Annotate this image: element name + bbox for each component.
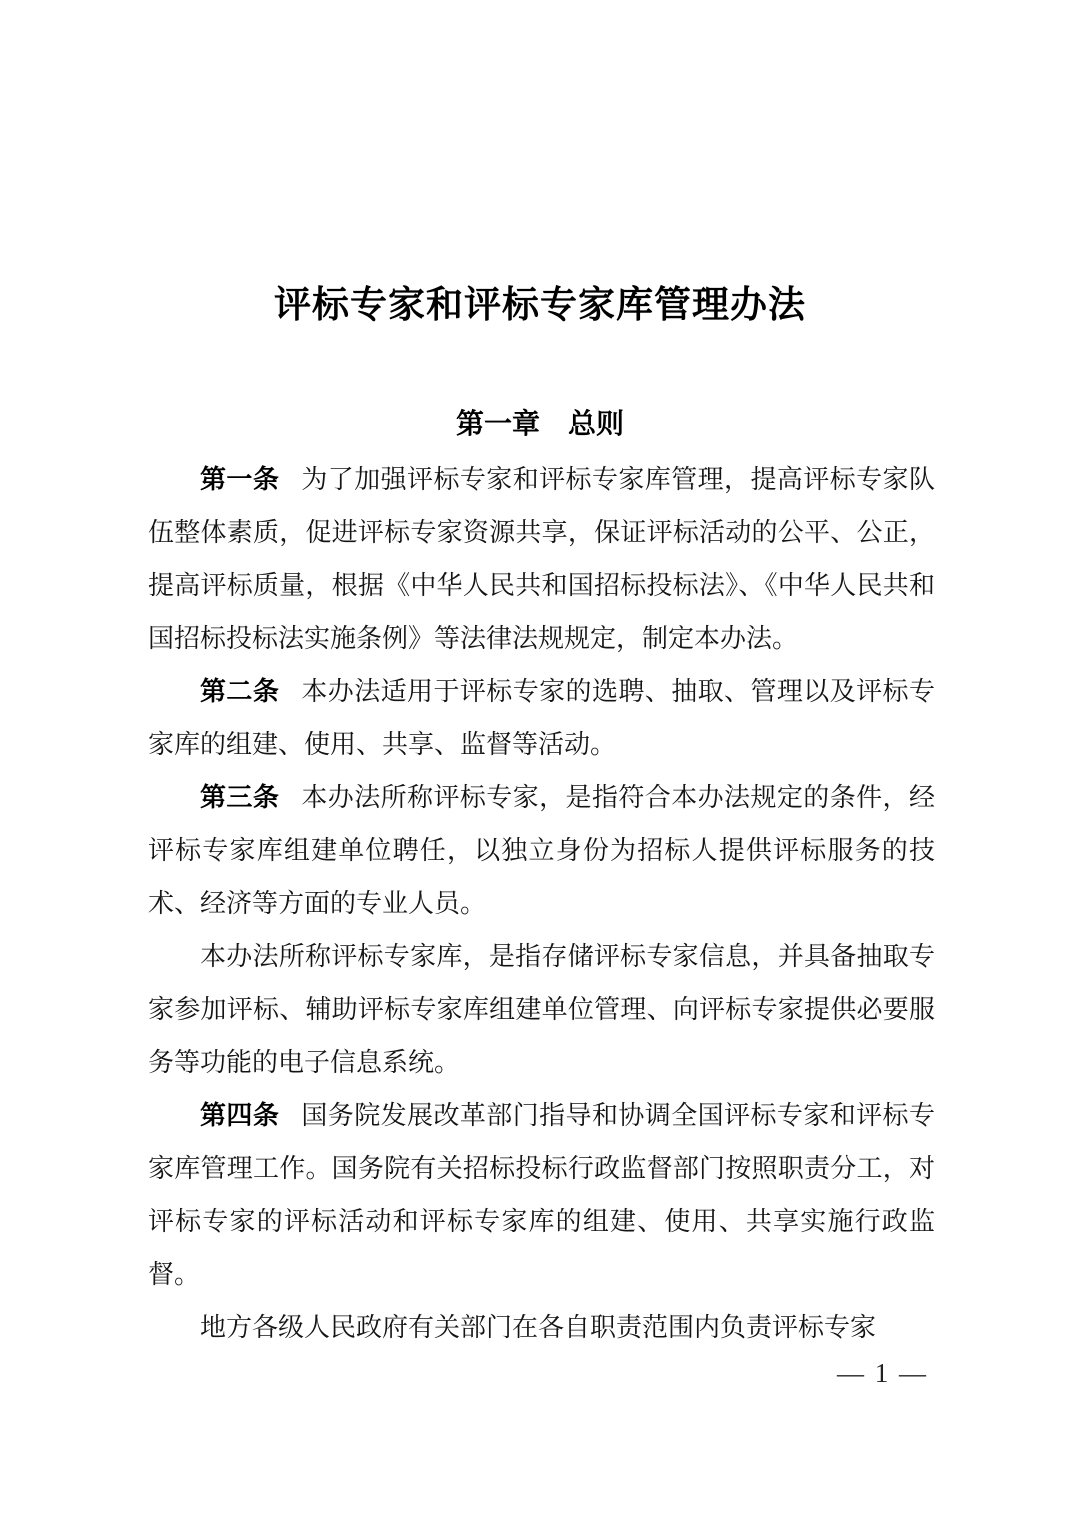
article-number: 第二条 bbox=[200, 676, 280, 706]
paragraph-text: 国务院发展改革部门指导和协调全国评标专家和评标专家库管理工作。国务院有关招标投标行政监督部门按照职责分工，对评标专家的评标活动和评标专家库的组建、使用、共享实施行政监督。 bbox=[148, 1101, 935, 1289]
paragraph-text: 为了加强评标专家和评标专家库管理，提高评标专家队伍整体素质，促进评标专家资源共享，保证评标活动的公平、公正，提高评标质量，根据《中华人民共和国招标投标法》、《中华人民共和国招标投标法实施条例》等法律法规规定，制定本办法。 bbox=[148, 465, 935, 653]
paragraph-text: 地方各级人民政府有关部门在各自职责范围内负责评标专家 bbox=[200, 1313, 877, 1342]
article-number: 第一条 bbox=[200, 464, 280, 494]
article-number: 第四条 bbox=[200, 1100, 280, 1130]
paragraph-article-1 bbox=[148, 453, 935, 665]
paragraph-article-2 bbox=[148, 665, 935, 771]
paragraph-text: 本办法所称评标专家，是指符合本办法规定的条件，经评标专家库组建单位聘任，以独立身份为招标人提供评标服务的技术、经济等方面的专业人员。 bbox=[148, 783, 935, 918]
document-body bbox=[148, 453, 935, 1354]
article-number: 第三条 bbox=[200, 782, 280, 812]
document-title: 评标专家和评标专家库管理办法 bbox=[274, 285, 806, 326]
paragraph-article-4 bbox=[148, 1089, 935, 1301]
page-number: — 1 — bbox=[837, 1358, 928, 1388]
paragraph-article-4-continued bbox=[148, 1301, 935, 1354]
paragraph-text: 本办法所称评标专家库，是指存储评标专家信息，并具备抽取专家参加评标、辅助评标专家库组建单位管理、向评标专家提供必要服务等功能的电子信息系统。 bbox=[148, 942, 935, 1077]
paragraph-text: 本办法适用于评标专家的选聘、抽取、管理以及评标专家库的组建、使用、共享、监督等活动。 bbox=[148, 677, 935, 759]
paragraph-article-3-continued bbox=[148, 930, 935, 1089]
chapter-heading: 第一章 总则 bbox=[455, 408, 624, 439]
paragraph-article-3 bbox=[148, 771, 935, 930]
